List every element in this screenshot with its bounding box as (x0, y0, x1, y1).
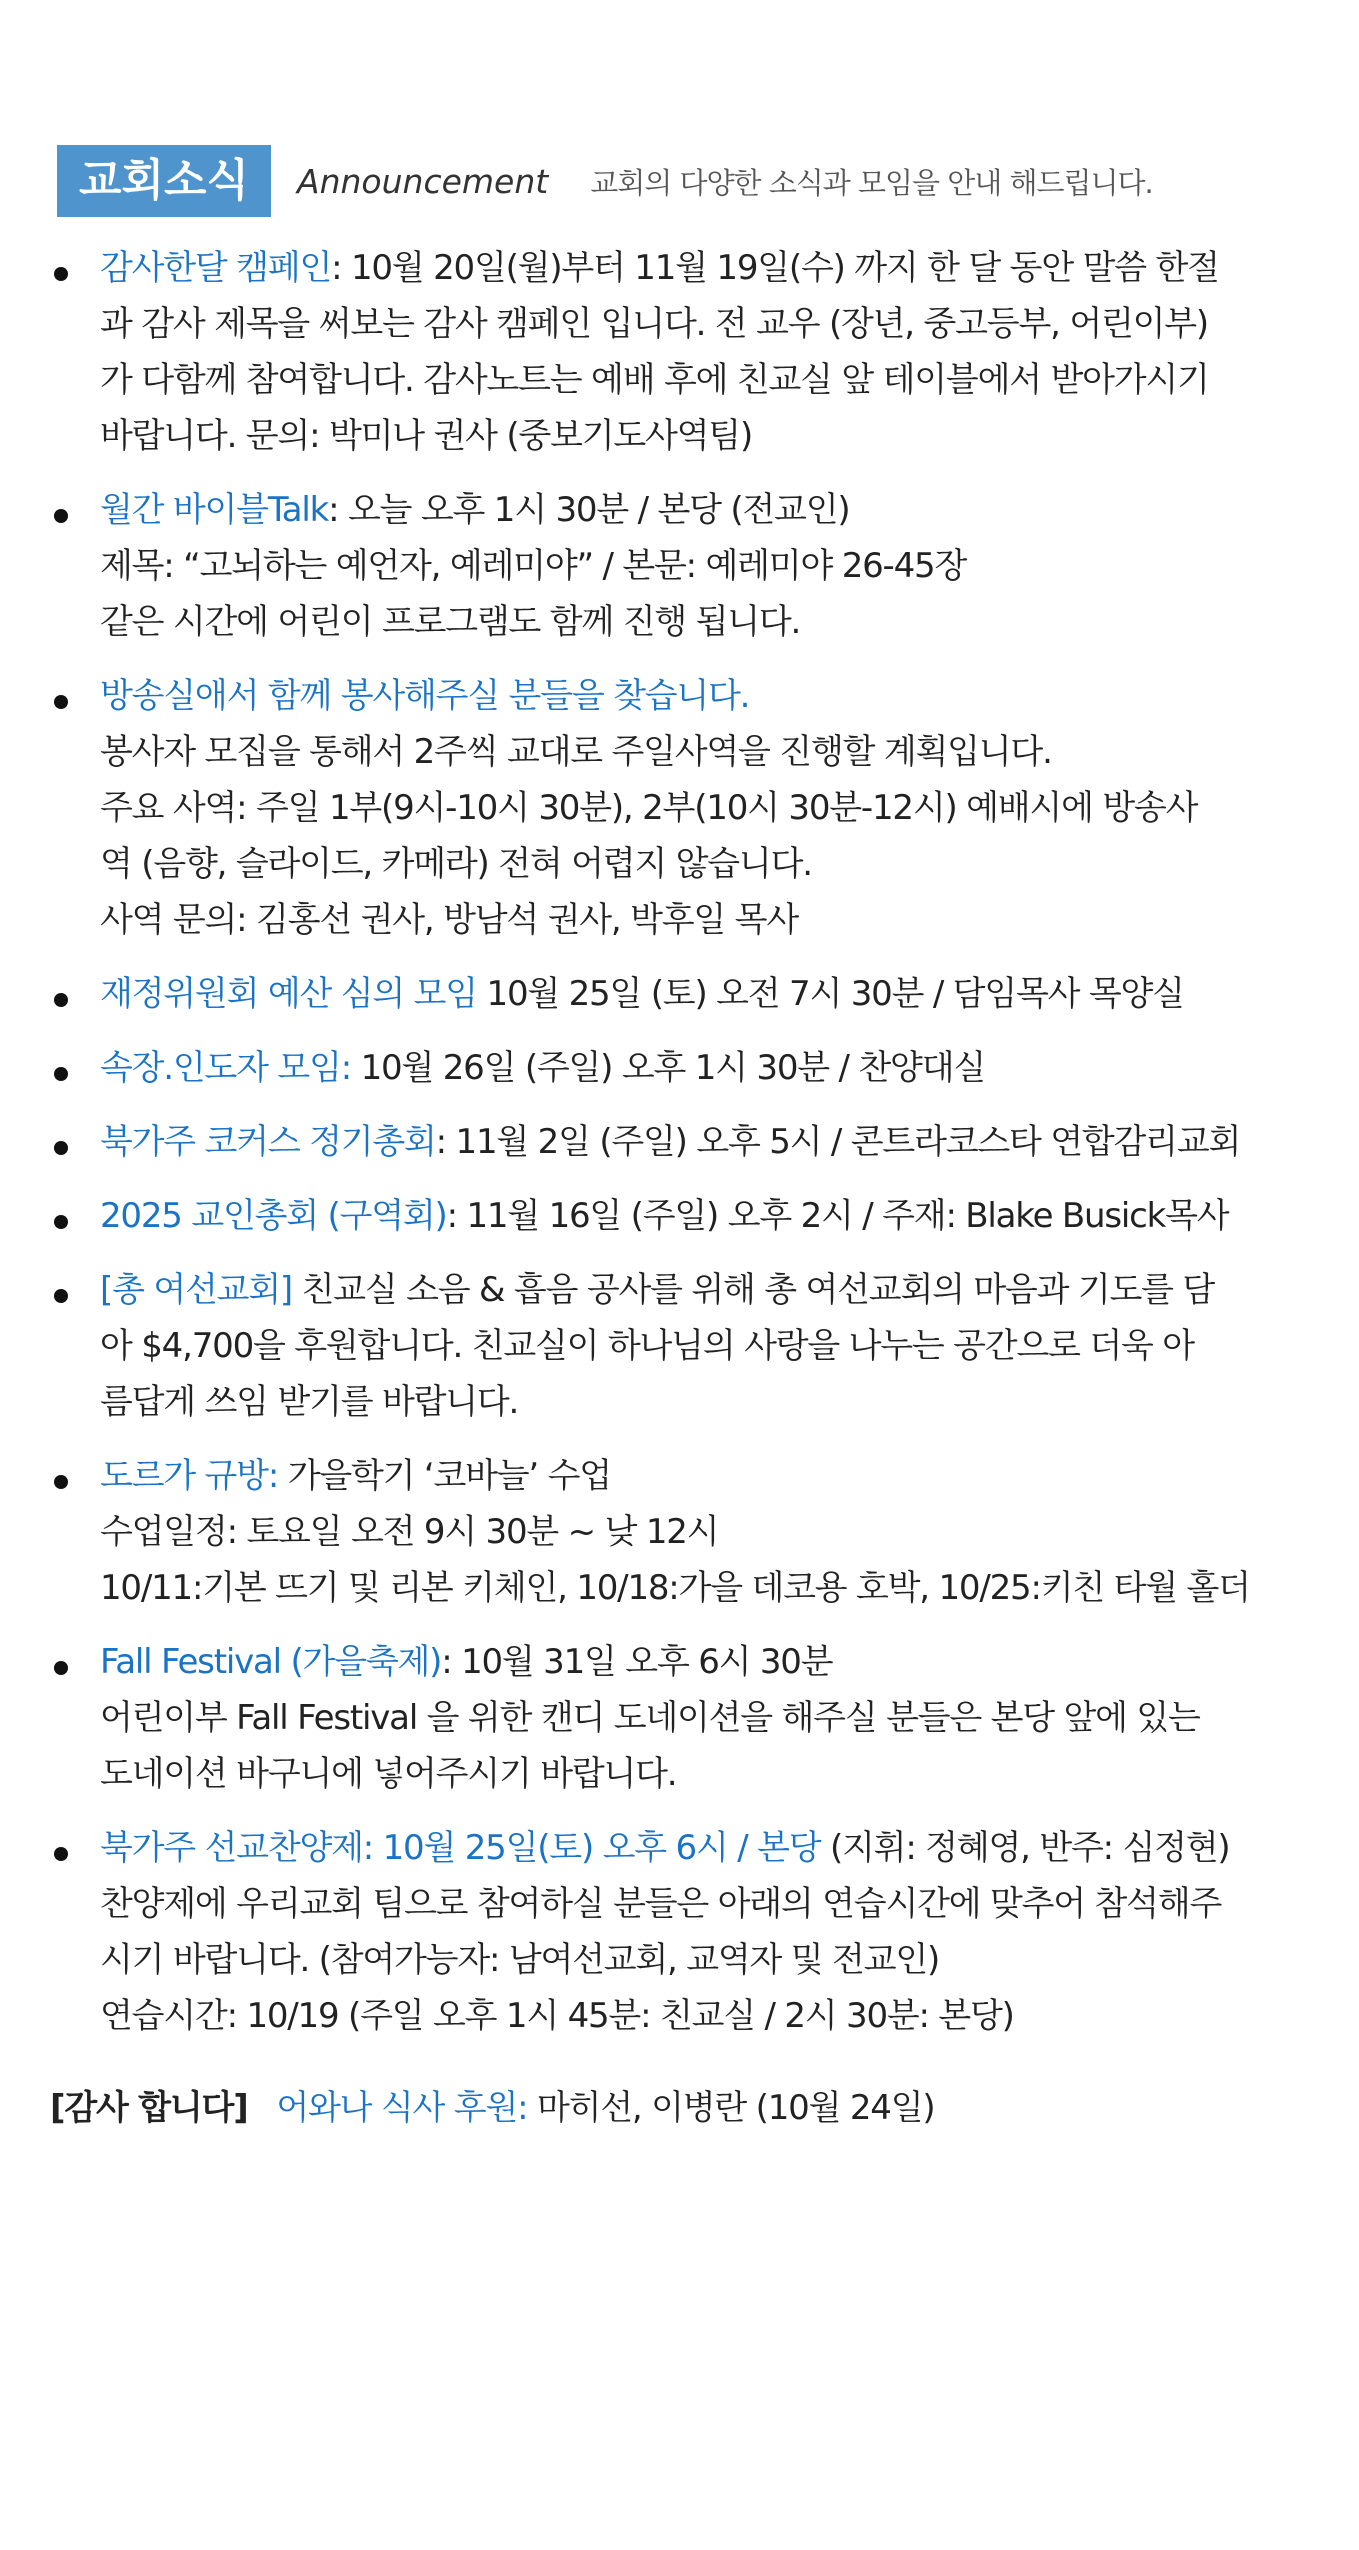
announcement-line (100, 1448, 1320, 1504)
announcement-text: 도네이션 바구니에 넣어주시기 바랍니다. (100, 1754, 677, 1794)
announcement-title: 월간 바이블Talk (100, 490, 329, 530)
announcement-item (50, 482, 1320, 650)
announcement-text: 시기 바랍니다. (참여가능자: 남여선교회, 교역자 및 전교인) (100, 1940, 940, 1980)
announcement-text: 사역 문의: 김홍선 권사, 방남석 권사, 박후일 목사 (100, 900, 798, 940)
announcement-text: 주요 사역: 주일 1부(9시-10시 30분), 2부(10시 30분-12시) 예배시에 방송사 (100, 788, 1198, 828)
announcement-text: 름답게 쓰임 받기를 바랍니다. (100, 1382, 519, 1422)
announcement-line (100, 1262, 1320, 1318)
announcement-text: 가을학기 ‘코바늘’ 수업 (278, 1456, 611, 1496)
thanks-note (50, 2080, 934, 2136)
announcement-item (50, 1262, 1320, 1430)
announcement-line (100, 1040, 1320, 1096)
announcement-line (100, 594, 1320, 650)
announcement-title: 재정위원회 예산 심의 모임 (100, 974, 477, 1014)
announcement-text: 10월 25일 (토) 오전 7시 30분 / 담임목사 목양실 (476, 974, 1184, 1014)
announcement-line (100, 892, 1320, 948)
bullet-icon (54, 1847, 68, 1861)
announcement-text: 과 감사 제목을 써보는 감사 캠페인 입니다. 전 교우 (장년, 중고등부, 어린이부) (100, 304, 1208, 344)
announcement-item (50, 1634, 1320, 1802)
announcement-text: : 오늘 오후 1시 30분 / 본당 (전교인) (328, 490, 850, 530)
announcement-text: 바랍니다. 문의: 박미나 권사 (중보기도사역팀) (100, 416, 753, 456)
announcement-item (50, 1820, 1320, 2044)
section-subtitle-en: Announcement (297, 161, 549, 201)
announcement-item (50, 1188, 1320, 1244)
bullet-icon (54, 1475, 68, 1489)
announcement-text: : 10월 20일(월)부터 11월 19일(수) 까지 한 달 동안 말씀 한절 (331, 248, 1219, 288)
thanks-bracket: [감사 합니다] (50, 2088, 248, 2128)
announcement-title: 북가주 선교찬양제: 10월 25일(토) 오후 6시 / 본당 (100, 1828, 821, 1868)
announcement-text: 10/11:기본 뜨기 및 리본 키체인, 10/18:가을 데코용 호박, 10/25:키친 타월 홀더 (100, 1568, 1250, 1608)
announcement-item (50, 1040, 1320, 1096)
section-header (57, 145, 1153, 217)
announcement-line (100, 1932, 1320, 1988)
announcement-line (100, 780, 1320, 836)
announcement-line (100, 482, 1320, 538)
announcement-line (100, 1820, 1320, 1876)
announcement-line (100, 1504, 1320, 1560)
announcement-title: 감사한달 캠페인 (100, 248, 332, 288)
announcement-line (100, 1318, 1320, 1374)
announcement-text: 가 다함께 참여합니다. 감사노트는 예배 후에 친교실 앞 테이블에서 받아가시기 (100, 360, 1209, 400)
bullet-icon (54, 695, 68, 709)
announcement-line (100, 1560, 1320, 1616)
announcement-text: (지휘: 정혜영, 반주: 심정현) (820, 1828, 1230, 1868)
thanks-text: 마히선, 이병란 (10월 24일) (536, 2088, 935, 2128)
announcement-text: 제목: “고뇌하는 예언자, 예레미야” / 본문: 예레미야 26-45장 (100, 546, 967, 586)
announcement-line (100, 836, 1320, 892)
thanks-title: 어와나 식사 후원: (276, 2088, 528, 2128)
announcement-line (100, 1690, 1320, 1746)
announcement-text: : 11월 16일 (주일) 오후 2시 / 주재: Blake Busick목사 (446, 1196, 1229, 1236)
announcement-item (50, 1448, 1320, 1616)
announcement-line (100, 352, 1320, 408)
announcement-line (100, 1114, 1320, 1170)
announcement-line (100, 1374, 1320, 1430)
announcement-item (50, 668, 1320, 948)
announcement-title: 북가주 코커스 정기총회 (100, 1122, 436, 1162)
announcement-text: 친교실 소음 & 흡음 공사를 위해 총 여선교회의 마음과 기도를 담 (291, 1270, 1215, 1310)
bullet-icon (54, 267, 68, 281)
announcement-text: 연습시간: 10/19 (주일 오후 1시 45분: 친교실 / 2시 30분: 본당) (100, 1996, 1014, 2036)
announcement-line (100, 1876, 1320, 1932)
section-badge: 교회소식 (57, 145, 271, 217)
announcement-line (100, 296, 1320, 352)
announcement-text: 아 $4,700을 후원합니다. 친교실이 하나님의 사랑을 나누는 공간으로 더욱 아 (100, 1326, 1194, 1366)
announcement-line (100, 1188, 1320, 1244)
announcement-text: 10월 26일 (주일) 오후 1시 30분 / 찬양대실 (350, 1048, 985, 1088)
announcement-line (100, 1988, 1320, 2044)
announcement-title: 방송실애서 함께 봉사해주실 분들을 찾습니다. (100, 676, 750, 716)
announcement-line (100, 724, 1320, 780)
bullet-icon (54, 1067, 68, 1081)
announcement-title: 2025 교인총회 (구역회) (100, 1196, 447, 1236)
announcement-line (100, 966, 1320, 1022)
announcement-title: 속장.인도자 모임: (100, 1048, 351, 1088)
bullet-icon (54, 993, 68, 1007)
section-description: 교회의 다양한 소식과 모임을 안내 해드립니다. (590, 165, 1153, 200)
bullet-icon (54, 509, 68, 523)
announcement-text: 역 (음향, 슬라이드, 카메라) 전혀 어렵지 않습니다. (100, 844, 812, 884)
bullet-icon (54, 1289, 68, 1303)
announcement-text: 같은 시간에 어린이 프로그램도 함께 진행 됩니다. (100, 602, 801, 642)
announcement-line (100, 538, 1320, 594)
bullet-icon (54, 1215, 68, 1229)
announcement-text: : 10월 31일 오후 6시 30분 (441, 1642, 833, 1682)
announcement-text: 찬양제에 우리교회 팀으로 참여하실 분들은 아래의 연습시간에 맞추어 참석해주 (100, 1884, 1222, 1924)
announcement-text: 수업일정: 토요일 오전 9시 30분 ~ 낮 12시 (100, 1512, 719, 1552)
announcement-line (100, 1746, 1320, 1802)
announcement-text: 봉사자 모집을 통해서 2주씩 교대로 주일사역을 진행할 계획입니다. (100, 732, 1052, 772)
announcement-title: 도르가 규방: (100, 1456, 279, 1496)
bullet-icon (54, 1141, 68, 1155)
announcement-line (100, 1634, 1320, 1690)
announcement-item (50, 240, 1320, 464)
announcement-item (50, 1114, 1320, 1170)
announcement-text: 어린이부 Fall Festival 을 위한 캔디 도네이션을 해주실 분들은 본당 앞에 있는 (100, 1698, 1200, 1738)
announcement-list (50, 240, 1320, 2062)
announcement-line (100, 240, 1320, 296)
announcement-text: : 11월 2일 (주일) 오후 5시 / 콘트라코스타 연합감리교회 (435, 1122, 1241, 1162)
announcement-item (50, 966, 1320, 1022)
announcement-title: Fall Festival (가을축제) (100, 1642, 442, 1682)
bullet-icon (54, 1661, 68, 1675)
announcement-title: [총 여선교회] (100, 1270, 292, 1310)
announcement-line (100, 408, 1320, 464)
announcement-line (100, 668, 1320, 724)
